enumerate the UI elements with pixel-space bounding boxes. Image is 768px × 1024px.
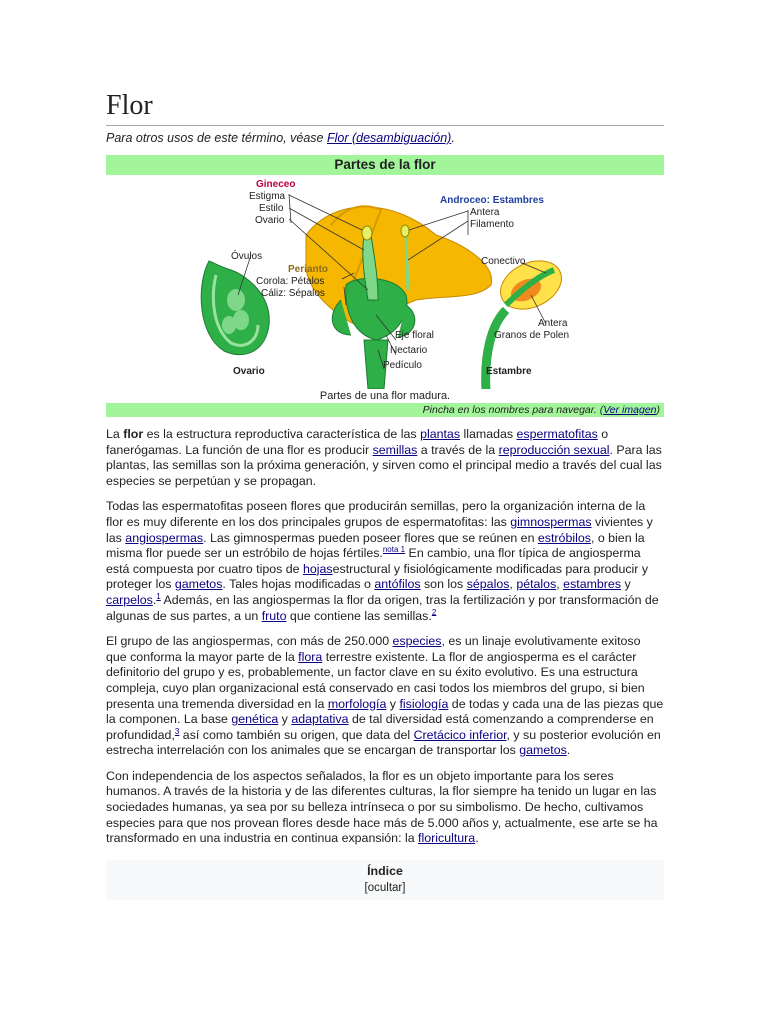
link-gametos[interactable]: gametos — [174, 577, 223, 592]
text: y — [386, 696, 400, 711]
text: . — [566, 743, 571, 758]
link-estrobilos[interactable]: estróbilos — [537, 530, 591, 545]
infobox — [106, 155, 664, 417]
label-perianto[interactable]: Perianto — [288, 264, 329, 275]
label-conectivo[interactable]: Conectivo — [481, 256, 526, 267]
bold-term: flor — [123, 427, 144, 441]
label-pediculo[interactable]: Pedículo — [383, 360, 422, 371]
disambiguation-link[interactable]: Flor (desambiguación) — [326, 131, 452, 145]
link-floricultura[interactable]: floricultura — [418, 831, 476, 846]
link-angiospermas[interactable]: angiospermas — [125, 530, 204, 545]
link-cretacico-inferior[interactable]: Cretácico inferior — [413, 727, 507, 742]
link-gimnospermas[interactable]: gimnospermas — [510, 514, 592, 529]
text: , y su posterior evolución en estrecha interrelación con los animales que se encargan de transportar los — [106, 727, 661, 758]
text: , o bien la misma flor puede ser un estróbilo de hojas fértiles. — [106, 530, 645, 561]
paragraph-3 — [106, 634, 664, 759]
link-petalos[interactable]: pétalos — [516, 577, 557, 592]
text: estructural y fisiológicamente modificadas para producir y proteger los — [106, 561, 649, 592]
flower-diagram[interactable] — [106, 175, 664, 389]
link-espermatofitas[interactable]: espermatofitas — [516, 427, 598, 441]
ovule-1 — [227, 289, 245, 311]
footnote-2[interactable]: 2 — [431, 607, 437, 617]
paragraph-1 — [106, 427, 664, 489]
text: son los — [420, 577, 467, 592]
link-especies[interactable]: especies — [392, 634, 442, 649]
text: que contiene las semillas. — [286, 608, 432, 623]
nav-note-text: Pincha en los nombres para navegar. ( — [422, 404, 604, 416]
footnote-1[interactable]: 1 — [156, 591, 161, 601]
link-plantas[interactable]: plantas — [420, 427, 461, 441]
text: Con independencia de los aspectos señalados, la flor es un objeto importante para los seres humanos. A través de la historia y de las diferentes culturas, la flor siempre ha tenido un lugar en las sociedades humanas, ya sea por su belleza intrínseca o por su simbolismo. De hecho, cultivamos especies para que nos provean flores desde hace más de 5.000 años y, actualmente, ese arte se ha transformado en una industria en continua expansión: la — [106, 768, 658, 846]
label-estambre-title: Estambre — [486, 366, 532, 377]
hatnote-suffix: . — [451, 131, 455, 145]
hatnote — [106, 130, 664, 146]
ovule-3 — [222, 316, 236, 334]
nav-note-suffix: ) — [656, 404, 660, 416]
label-ovario-title: Ovario — [233, 366, 265, 377]
infobox-header: Partes de la flor — [106, 155, 664, 175]
link-antofilos[interactable]: antófilos — [374, 577, 421, 592]
link-estambres[interactable]: estambres — [563, 577, 622, 592]
link-morfologia[interactable]: morfología — [327, 696, 387, 711]
text: vivientes y las — [106, 514, 653, 545]
text: a través de la — [417, 442, 499, 457]
text: de todas y cada una de las piezas que la componen. La base — [106, 696, 664, 727]
label-gineceo[interactable]: Gineceo — [256, 179, 296, 190]
text: es la estructura reproductiva característica de las — [143, 427, 421, 441]
toc-title: Índice — [367, 863, 403, 878]
text: así como también su origen, que data del — [179, 727, 414, 742]
label-antera-2[interactable]: Antera — [538, 318, 568, 329]
text: , — [509, 577, 517, 592]
label-caliz[interactable]: Cáliz: Sépalos — [261, 288, 325, 299]
flower-diagram-svg — [106, 175, 664, 389]
text: . — [475, 831, 479, 846]
paragraph-4 — [106, 769, 664, 847]
text: . Para las plantas, las semillas son la próxima generación, y sirven como el principal medio a través del cual las especies se perpetúan y se propagan. — [106, 442, 662, 488]
label-estigma[interactable]: Estigma — [249, 191, 286, 202]
label-androceo[interactable]: Androceo: Estambres — [440, 195, 544, 206]
link-hojas[interactable]: hojas — [303, 561, 333, 576]
link-carpelos[interactable]: carpelos — [106, 592, 153, 607]
link-semillas[interactable]: semillas — [372, 442, 418, 457]
page-title: Flor — [106, 90, 664, 126]
text: . Las gimnospermas pueden poseer flores que se reúnen en — [203, 530, 538, 545]
text: y — [621, 577, 631, 592]
label-nectario[interactable]: Nectario — [390, 345, 428, 356]
table-of-contents — [106, 860, 664, 900]
filament — [406, 235, 408, 290]
link-genetica[interactable]: genética — [231, 712, 279, 727]
stigma — [362, 226, 372, 240]
link-reproduccion-sexual[interactable]: reproducción sexual — [498, 442, 610, 457]
toc-toggle-button[interactable]: [ocultar] — [364, 881, 406, 894]
text: terrestre existente. La flor de angiosperma es el carácter definitorio del grupo y es, probablemente, un factor clave en su éxito evolutivo. Es una estructura compleja, cuyo plan organizacional está conservado en casi todos los miembros del grupo, si bien presenta una tremenda diversidad en la — [106, 649, 645, 711]
text: Todas las espermatofitas poseen flores que producirán semillas, pero la organización interna de la flor es muy diferente en los dos principales grupos de espermatofitas: las — [106, 499, 646, 529]
article — [106, 90, 664, 900]
hatnote-text: Para otros usos de este término, véase — [106, 131, 327, 145]
text: o fanerógamas. La función de una flor es producir — [106, 427, 609, 457]
footnote-3[interactable]: 3 — [174, 726, 180, 736]
link-gametos-2[interactable]: gametos — [519, 743, 567, 758]
text: , es un linaje evolutivamente exitoso que conforma la mayor parte de la — [106, 634, 641, 664]
infobox-caption: Partes de una flor madura. — [319, 390, 451, 402]
label-antera[interactable]: Antera — [470, 207, 500, 218]
label-ovulos[interactable]: Óvulos — [231, 251, 263, 262]
label-estilo[interactable]: Estilo — [259, 203, 284, 214]
paragraph-2 — [106, 499, 664, 624]
label-granos[interactable]: Granos de Polen — [494, 330, 570, 341]
text: , — [556, 577, 564, 592]
link-sepalos[interactable]: sépalos — [466, 577, 510, 592]
infobox-nav-note — [106, 403, 664, 417]
footnote-nota-1[interactable]: nota 1 — [382, 545, 406, 555]
view-image-link[interactable]: Ver imagen — [603, 404, 657, 416]
anther — [401, 225, 409, 237]
link-fruto[interactable]: fruto — [261, 608, 287, 623]
text: . Tales hojas modificadas o — [222, 577, 375, 592]
text: . — [152, 592, 157, 607]
label-eje[interactable]: Eje floral — [395, 330, 434, 341]
link-fisiologia[interactable]: fisiología — [399, 696, 449, 711]
label-corola[interactable]: Corola: Pétalos — [256, 276, 325, 287]
text: En cambio, una flor típica de angiosperma está compuesta por cuatro tipos de — [106, 546, 641, 576]
text: El grupo de las angiospermas, con más de 250.000 — [106, 634, 393, 649]
link-flora[interactable]: flora — [298, 649, 323, 664]
label-filamento[interactable]: Filamento — [470, 219, 514, 230]
link-adaptativa[interactable]: adaptativa — [291, 712, 349, 727]
label-ovario[interactable]: Ovario — [255, 215, 285, 226]
text: llamadas — [460, 427, 517, 441]
text: y — [278, 712, 292, 727]
stamen-filament — [486, 310, 506, 389]
text: de tal diversidad está comenzando a comprenderse en profundidad, — [106, 712, 654, 742]
text: La — [106, 427, 124, 441]
text: Además, en las angiospermas la flor da origen, tras la fertilización y por transformación de algunas de sus partes, a un — [106, 592, 659, 623]
